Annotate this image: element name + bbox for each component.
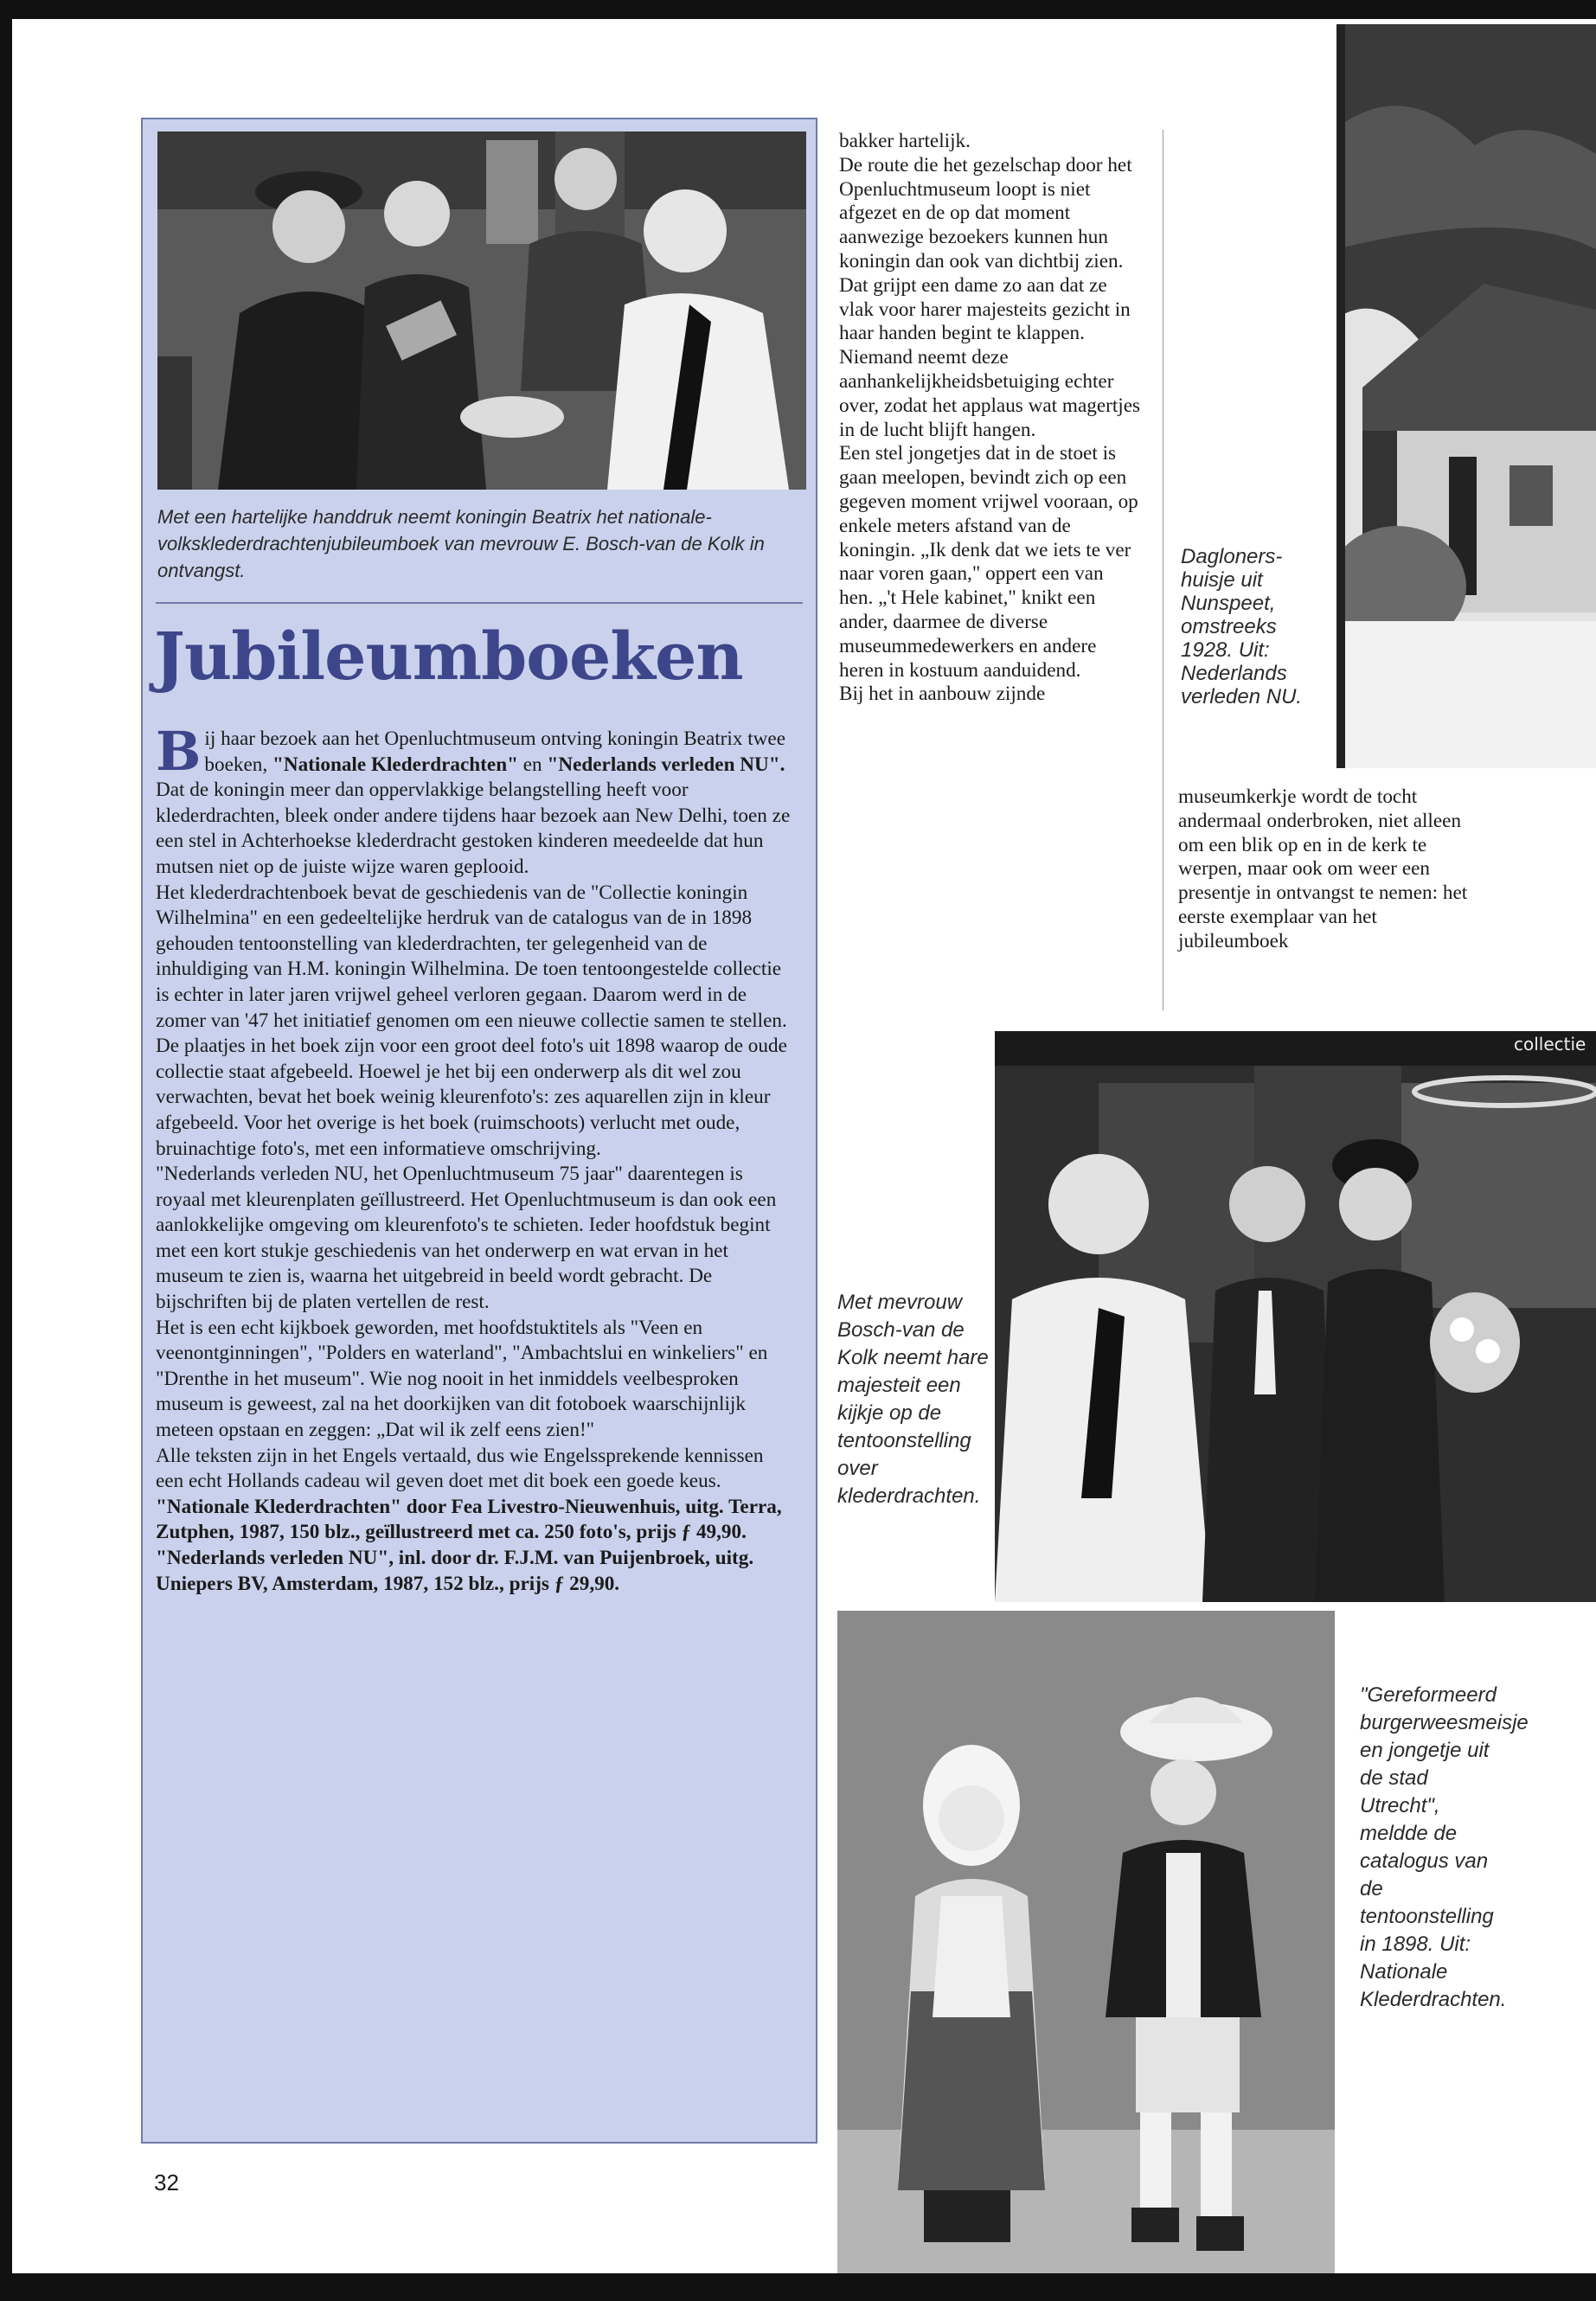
book-title-verleden: "Nederlands verleden NU". — [547, 753, 785, 776]
scan-border-bottom — [0, 2273, 1596, 2301]
paragraph: bakker hartelijk. — [839, 130, 971, 152]
house-photo — [1336, 24, 1596, 768]
article-title: Jubileumboeken — [154, 618, 743, 695]
paragraph: De route die het gezelschap door het Openluchtmuseum loopt is niet afgezet en de op dat moment aanwezige bezoekers kunnen hun koningin dan ook van dichtbij zien. Dat grijpt een dame zo aan dat ze vlak voor harer majesteits gezicht in haar handen begint te klappen. Niemand neemt deze aanhankelijkheidsbetuiging echter over, zodat het applaus wat magertjes in de lucht blijft hangen. — [839, 153, 1141, 441]
paragraph-intro: Bij haar bezoek aan het Openluchtmuseum ontving koningin Beatrix twee boeken, "Nationale Klederdrachten" en "Nederlands verleden NU". Dat de koningin meer dan oppervlakkige belangstelling heeft voor klederdrachten, bleek onder andere tijdens haar bezoek aan New Delhi, toen ze een stel in Achterhoekse klederdracht gestoken kinderen meedeelde dat hun mutsen niet op de juiste wijze waren geplooid. — [156, 720, 791, 878]
scan-border-left — [0, 0, 12, 2301]
exhibition-visit-photo — [995, 1031, 1596, 1602]
paragraph: Bij het in aanbouw zijnde — [839, 683, 1046, 706]
paragraph: Alle teksten zijn in het Engels vertaald, dus wie Engelssprekende kennissen een echt Hollands cadeau wil geven doet met dit boek een goede keus. — [156, 1444, 764, 1493]
scan-border-top — [0, 0, 1596, 19]
paragraph: Het klederdrachtenboek bevat de geschiedenis van de "Collectie koningin Wilhelmina" en een gedeeltelijke herdruk van de catalogus van de in 1898 gehouden tentoonstelling van klederdrachten, ter gelegenheid van de inhuldiging van H.M. koningin Wilhelmina. De toen tentoongestelde collectie is echter in later jaren vrijwel geheel verloren gegaan. Daarom werd in de zomer van '47 het initiatief genomen om een nieuwe collectie samen te stellen. — [156, 881, 787, 1032]
paragraph: "Nederlands verleden NU, het Openluchtmuseum 75 jaar" daarentegen is royaal met kleurenplaten geïllustreerd. Het Openluchtmuseum is dan ook een aanlokkelijke omgeving om kleurenfoto's te schieten. Ieder hoofdstuk begint met een kort stukje geschiedenis van het onderwerp en wat ervan in het museum te zien is, waarna het uitgebreid in beeld wordt gebracht. De bijschriften bij de platen vertellen de rest. — [156, 1163, 777, 1314]
handshake-caption: Met een hartelijke handdruk neemt koningin Beatrix het nationale-volksklederdrachtenjubileumboek van mevrouw E. Bosch-van de Kolk in ontvangst. — [157, 506, 765, 581]
book-title-klederdrachten: "Nationale Klederdrachten" — [272, 753, 518, 776]
book-details: "Nationale Klederdrachten" door Fea Livestro-Nieuwenhuis, uitg. Terra, Zutphen, 1987, 150 blz., geïllustreerd met ca. 250 foto's, prijs ƒ 49,90. "Nederlands verleden NU", inl. door dr. F.J.M. van Puijenbroek, uitg. Uniepers BV, Amsterdam, 1987, 152 blz., prijs ƒ 29,90. — [156, 1495, 782, 1595]
right-column-text — [1178, 785, 1490, 954]
middle-column-text — [839, 130, 1142, 707]
paragraph: De plaatjes in het boek zijn voor een groot deel foto's uit 1898 waarop de oude collectie staat afgebeeld. Hoewel je het bij een onderwerp als dit wel zou verwachten, bevat het boek weinig kleurenfoto's: zes aquarellen zijn in kleur afgebeeld. Voor het overige is het boek (ruimschoots) verlucht met oude, bruinachtige foto's, met een informatieve omschrijving. — [156, 1035, 787, 1160]
handshake-photo — [157, 131, 806, 490]
collection-sign-text: collectie — [1514, 1034, 1586, 1054]
house-caption: Dagloners-huisje uit Nunspeet, omstreeks 1928. Uit: Nederlands verleden NU. — [1181, 545, 1303, 708]
costume-children-photo — [837, 1611, 1335, 2273]
paragraph: Een stel jongetjes dat in de stoet is gaan meelopen, bevindt zich op een gegeven moment vrijwel vooraan, op enkele meters afstand van de koningin. „Ik denk dat we iets te ver naar voren gaan," oppert een van hen. „'t Hele kabinet," knikt een ander, daarmee de diverse museummedewerkers en andere heren in kostuum aanduidend. — [839, 442, 1138, 682]
costume-children-caption: "Gereformeerd burgerweesmeisje en jongetje uit de stad Utrecht", meldde de catalogus van de tentoonstelling in 1898. Uit: Nationale Klederdrachten. — [1360, 1683, 1529, 2011]
paragraph: Het is een echt kijkboek geworden, met hoofdstuktitels als "Veen en veenontginningen", "Polders en waterland", "Ambachtslui en winkeliers" en "Drenthe in het museum". Wie nog nooit in het inmiddels veelbesproken museum is geweest, zal na het doorkijken van dit fotoboek waarschijnlijk meteen opstaan en zeggen: „Dat wil ik zelf eens zien!" — [156, 1316, 768, 1442]
article-body — [156, 720, 796, 1597]
page-number: 32 — [154, 2170, 179, 2195]
title-divider — [156, 602, 803, 604]
drop-cap: B — [156, 720, 202, 783]
paragraph: museumkerkje wordt de tocht andermaal onderbroken, niet alleen om een blik op en in de kerk te werpen, maar ook om weer een presentje in ontvangst te nemen: het eerste exemplaar van het jubileumboek — [1178, 785, 1468, 952]
exhibition-visit-caption: Met mevrouw Bosch-van de Kolk neemt hare majesteit een kijkje op de tentoonstelling over klederdrachten. — [837, 1291, 989, 1508]
